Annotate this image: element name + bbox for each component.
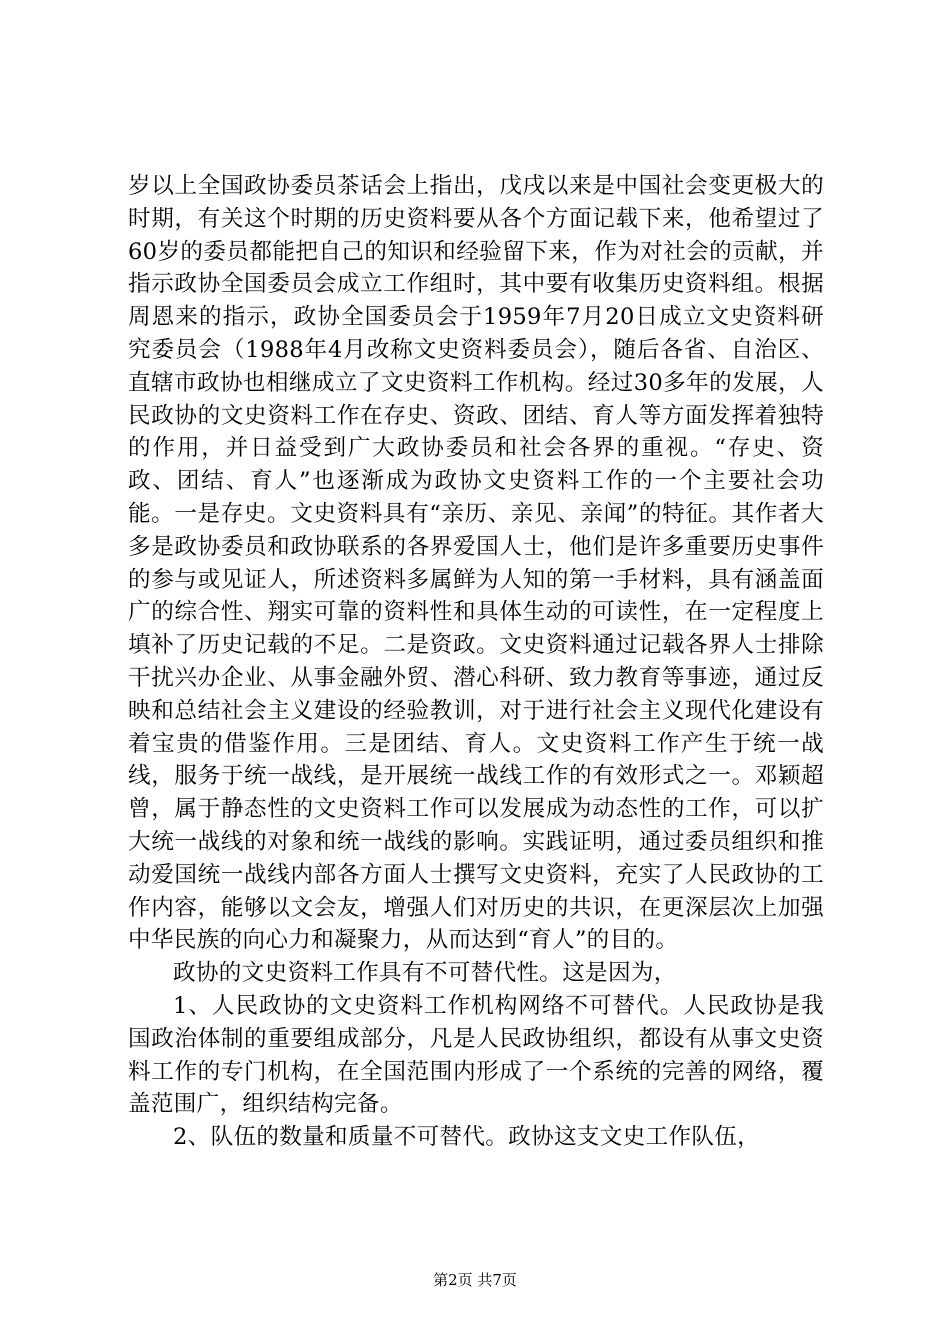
body-paragraph: 1、人民政协的文史资料工作机构网络不可替代。人民政协是我国政治体制的重要组成部分，凡是人民政协组织，都设有从事文史资料工作的专门机构，在全国范围内形成了一个系统的完善的网络，覆盖范围广，组织结构完备。: [128, 992, 824, 1118]
body-paragraph: 岁以上全国政协委员茶话会上指出，戊戌以来是中国社会变更极大的时期，有关这个时期的历史资料要从各个方面记载下来，他希望过了60岁的委员都能把自己的知识和经验留下来，作为对社会的贡献，并指示政协全国委员会成立工作组时，其中要有收集历史资料组。根据周恩来的指示，政协全国委员会于1959年7月20日成立文史资料研究委员会（1988年4月改称文史资料委员会），随后各省、自治区、直辖市政协也相继成立了文史资料工作机构。经过30多年的发展，人民政协的文史资料工作在存史、资政、团结、育人等方面发挥着独特的作用，并日益受到广大政协委员和社会各界的重视。“存史、资政、团结、育人”也逐渐成为政协文史资料工作的一个主要社会功能。一是存史。文史资料具有“亲历、亲见、亲闻”的特征。其作者大多是政协委员和政协联系的各界爱国人士，他们是许多重要历史事件的参与或见证人，所述资料多属鲜为人知的第一手材料，具有涵盖面广的综合性、翔实可靠的资料性和具体生动的可读性，在一定程度上填补了历史记载的不足。二是资政。文史资料通过记载各界人士排除干扰兴办企业、从事金融外贸、潜心科研、致力教育等事迹，通过反映和总结社会主义建设的经验教训，对于进行社会主义现代化建设有着宝贵的借鉴作用。三是团结、育人。文史资料工作产生于统一战线，服务于统一战线，是开展统一战线工作的有效形式之一。邓颖超曾，属于静态性的文史资料工作可以发展成为动态性的工作，可以扩大统一战线的对象和统一战线的影响。实践证明，通过委员组织和推动爱国统一战线内部各方面人士撰写文史资料，充实了人民政协的工作内容，能够以文会友，增强人们对历史的共识，在更深层次上加强中华民族的向心力和凝聚力，从而达到“育人”的目的。: [128, 173, 824, 954]
document-body: [128, 170, 824, 1154]
body-paragraph: 2、队伍的数量和质量不可替代。政协这支文史工作队伍，: [173, 1124, 761, 1151]
page-footer: [0, 1270, 950, 1290]
page-number-label: 第2页 共7页: [433, 1271, 517, 1289]
body-paragraph: 政协的文史资料工作具有不可替代性。这是因为，: [173, 960, 677, 987]
